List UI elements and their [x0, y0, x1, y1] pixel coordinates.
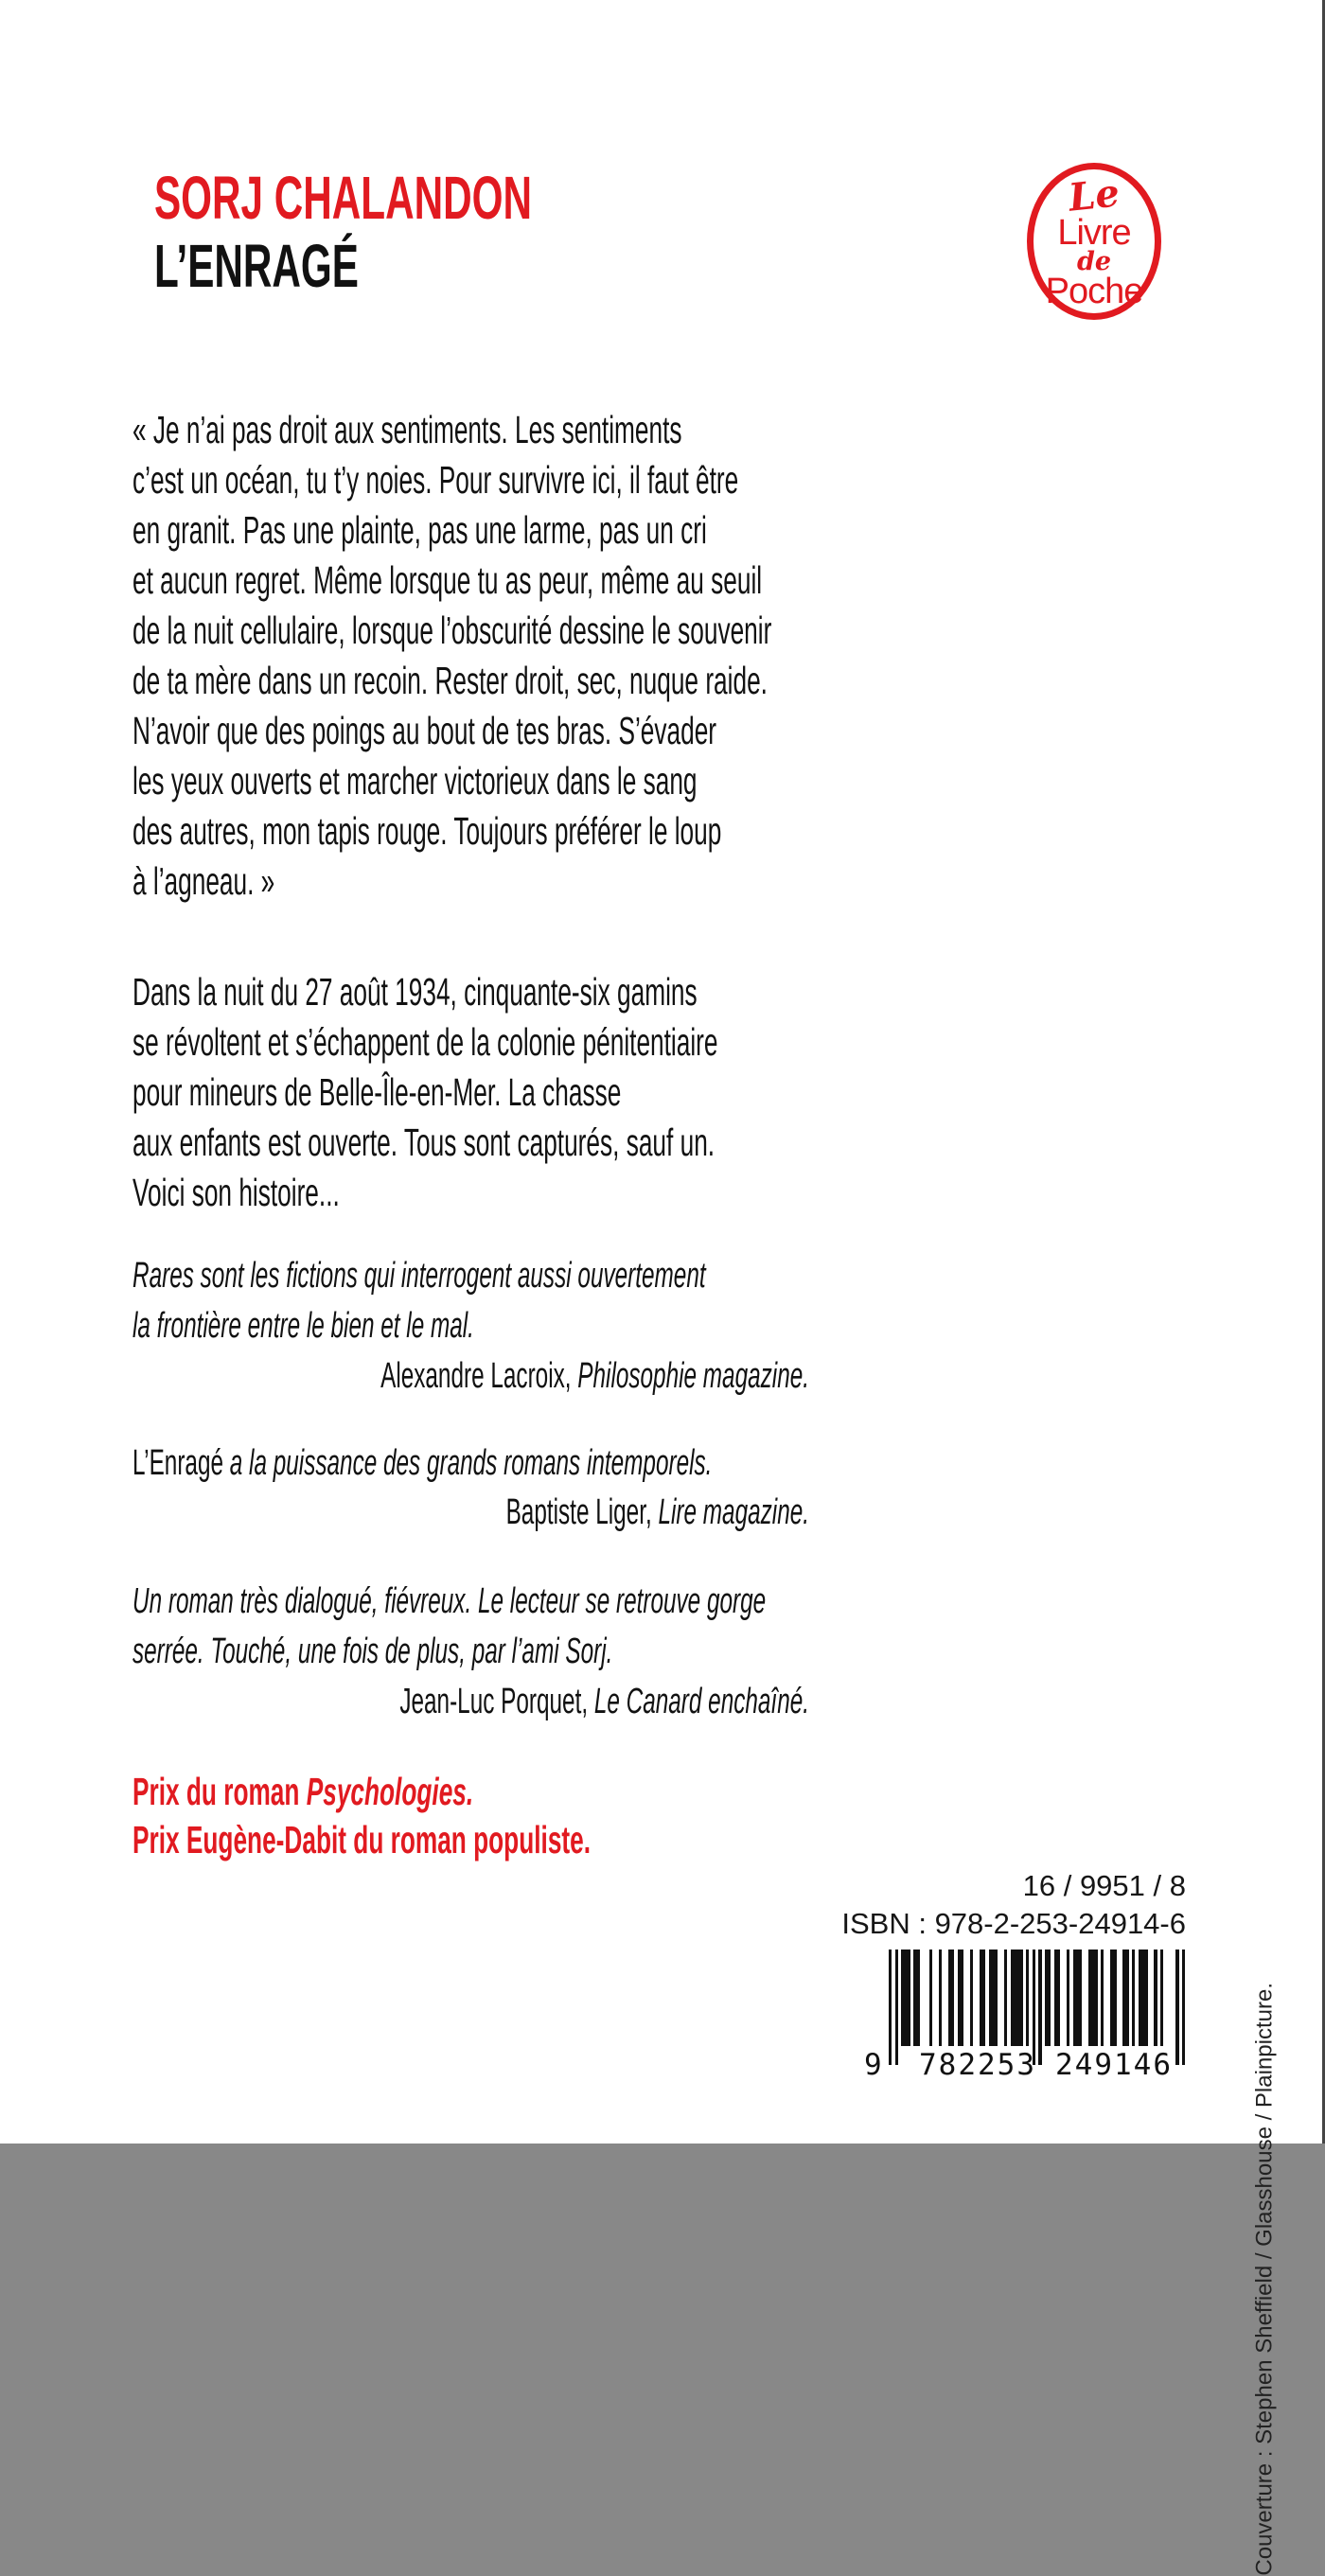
review-1-line: la frontière entre le bien et le mal.: [132, 1306, 474, 1346]
review-3-magazine: Le Canard enchaîné.: [593, 1682, 809, 1721]
synopsis-line: pour mineurs de Belle-Île-en-Mer. La chasse: [132, 1070, 622, 1114]
prizes: [132, 1768, 848, 1864]
review-2-line: a la puissance des grands romans intemporels.: [229, 1443, 713, 1483]
synopsis: [132, 967, 1047, 1218]
review-3-critic: Jean-Luc Porquet,: [399, 1682, 594, 1721]
review-2-book-ref: L’Enragé: [132, 1443, 230, 1483]
review-1-quote: [132, 1251, 1028, 1351]
quote-line: « Je n’ai pas droit aux sentiments. Les sentiments: [132, 408, 682, 451]
review-1-magazine: Philosophie magazine.: [577, 1356, 809, 1396]
prize-1-text: Prix du roman: [132, 1770, 307, 1813]
synopsis-line: Dans la nuit du 27 août 1934, cinquante-six gamins: [132, 970, 698, 1014]
quote-line: c’est un océan, tu t’y noies. Pour survivre ici, il faut être: [132, 458, 739, 502]
review-2-magazine: Lire magazine.: [658, 1492, 809, 1532]
livre-de-poche-logo: [1027, 163, 1161, 320]
review-3-line: serrée. Touché, une fois de plus, par l’ami Sorj.: [132, 1632, 613, 1671]
review-3-quote: [132, 1577, 1122, 1677]
barcode-digit-lead: 9: [864, 2048, 884, 2082]
logo-word-de: de: [1076, 247, 1112, 276]
review-1-critic: Alexandre Lacroix,: [380, 1356, 578, 1396]
synopsis-line: aux enfants est ouverte. Tous sont capturés, sauf un.: [132, 1120, 716, 1164]
logo-word-le: Le: [1066, 170, 1122, 221]
synopsis-line: Voici son histoire...: [132, 1171, 340, 1214]
logo-word-poche: Poche: [1045, 272, 1143, 311]
quote-line: en granit. Pas une plainte, pas une larme, pas un cri: [132, 508, 707, 552]
quote-line: à l’agneau. »: [132, 859, 275, 903]
quote-line: N’avoir que des poings au bout de tes bras. S’évader: [132, 709, 717, 752]
logo-word-livre: Livre: [1057, 213, 1131, 253]
review-1-line: Rares sont les fictions qui interrogent aussi ouvertement: [132, 1256, 706, 1296]
print-run-code: 16 / 9951 / 8: [1022, 1869, 1186, 1902]
quote-line: des autres, mon tapis rouge. Toujours préférer le loup: [132, 809, 722, 853]
prize-1-magazine: Psychologies.: [306, 1770, 474, 1813]
barcode-digit-group2: 249146: [1055, 2048, 1173, 2082]
excerpt-quote: [132, 405, 1131, 907]
barcode-digit-group1: 782253: [919, 2048, 1036, 2082]
prize-2-text: Prix Eugène-Dabit du roman populiste.: [132, 1818, 592, 1861]
review-3-line: Un roman très dialogué, fiévreux. Le lecteur se retrouve gorge: [132, 1581, 767, 1621]
cover-photo-credit: Couverture : Stephen Sheffield / Glasshouse / Plainpicture.: [1252, 1983, 1278, 2576]
synopsis-line: se révoltent et s’échappent de la colonie pénitentiaire: [132, 1020, 718, 1064]
barcode-digits: [864, 2046, 1186, 2086]
quote-line: de la nuit cellulaire, lorsque l’obscurité dessine le souvenir: [132, 609, 772, 652]
ean13-barcode: [864, 1950, 1186, 2101]
review-2-attribution: [132, 1488, 809, 1538]
book-title: L’ENRAGÉ: [154, 232, 359, 300]
review-3-attribution: [132, 1677, 809, 1727]
isbn-number: ISBN : 978-2-253-24914-6: [841, 1907, 1186, 1940]
quote-line: de ta mère dans un recoin. Rester droit, sec, nuque raide.: [132, 659, 768, 702]
review-1-attribution: [132, 1351, 809, 1402]
quote-line: les yeux ouverts et marcher victorieux dans le sang: [132, 759, 698, 803]
author-name: SORJ CHALANDON: [154, 164, 532, 232]
review-2-critic: Baptiste Liger,: [505, 1492, 659, 1532]
review-2-quote: [132, 1438, 1038, 1489]
quote-line: et aucun regret. Même lorsque tu as peur, même au seuil: [132, 558, 763, 602]
